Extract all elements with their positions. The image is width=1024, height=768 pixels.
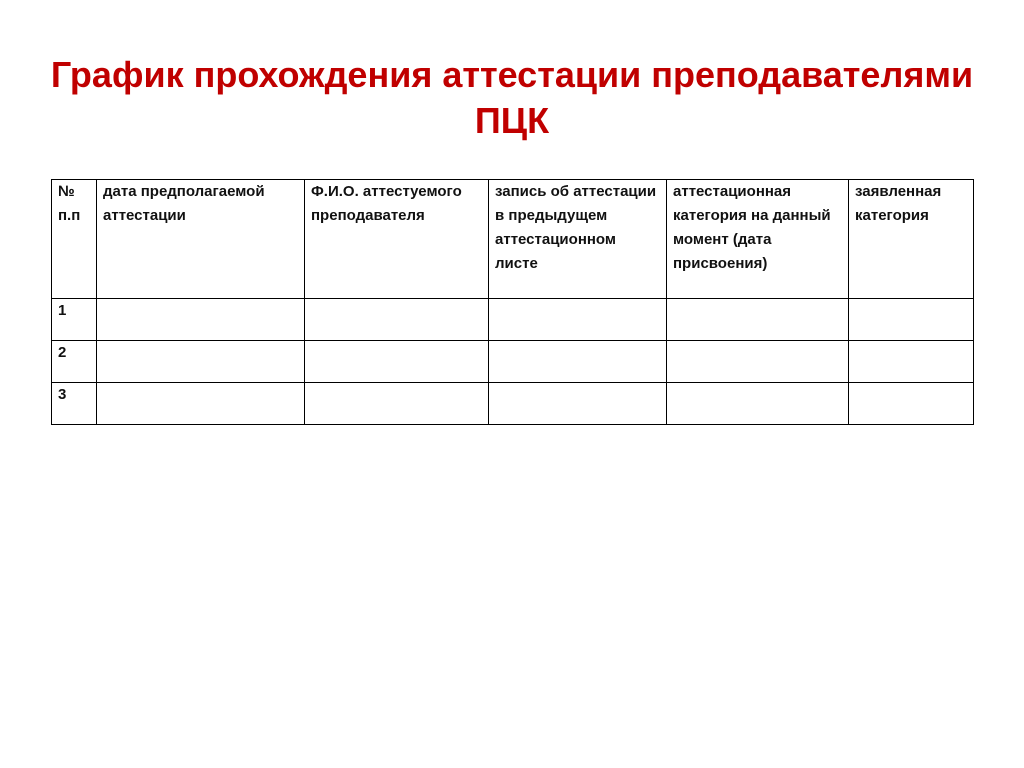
- header-teacher-name: Ф.И.О. аттестуемого преподавателя: [305, 180, 489, 299]
- teacher-name-cell: [305, 341, 489, 383]
- attestation-schedule-table: [51, 179, 974, 425]
- planned-date-cell: [97, 383, 305, 425]
- table-header-row: [52, 180, 974, 299]
- teacher-name-cell: [305, 299, 489, 341]
- table-row: [52, 383, 974, 425]
- previous-record-cell: [489, 341, 667, 383]
- declared-category-cell: [849, 299, 974, 341]
- header-declared-category: заявленная категория: [849, 180, 974, 299]
- declared-category-cell: [849, 383, 974, 425]
- row-number-cell: 2: [52, 341, 97, 383]
- current-category-cell: [667, 299, 849, 341]
- header-previous-record: запись об аттестации в предыдущем аттестационном листе: [489, 180, 667, 299]
- planned-date-cell: [97, 341, 305, 383]
- teacher-name-cell: [305, 383, 489, 425]
- current-category-cell: [667, 383, 849, 425]
- page-title-line-2: ПЦК: [474, 100, 550, 141]
- declared-category-cell: [849, 341, 974, 383]
- current-category-cell: [667, 341, 849, 383]
- row-number-cell: 1: [52, 299, 97, 341]
- previous-record-cell: [489, 299, 667, 341]
- table-row: [52, 299, 974, 341]
- page-title: [0, 52, 1024, 144]
- planned-date-cell: [97, 299, 305, 341]
- previous-record-cell: [489, 383, 667, 425]
- header-number: № п.п: [52, 180, 97, 299]
- header-planned-date: дата предполагаемой аттестации: [97, 180, 305, 299]
- table-row: [52, 341, 974, 383]
- page-title-line-1: График прохождения аттестации преподавателями: [50, 54, 974, 95]
- header-current-category: аттестационная категория на данный момент (дата присвоения): [667, 180, 849, 299]
- row-number-cell: 3: [52, 383, 97, 425]
